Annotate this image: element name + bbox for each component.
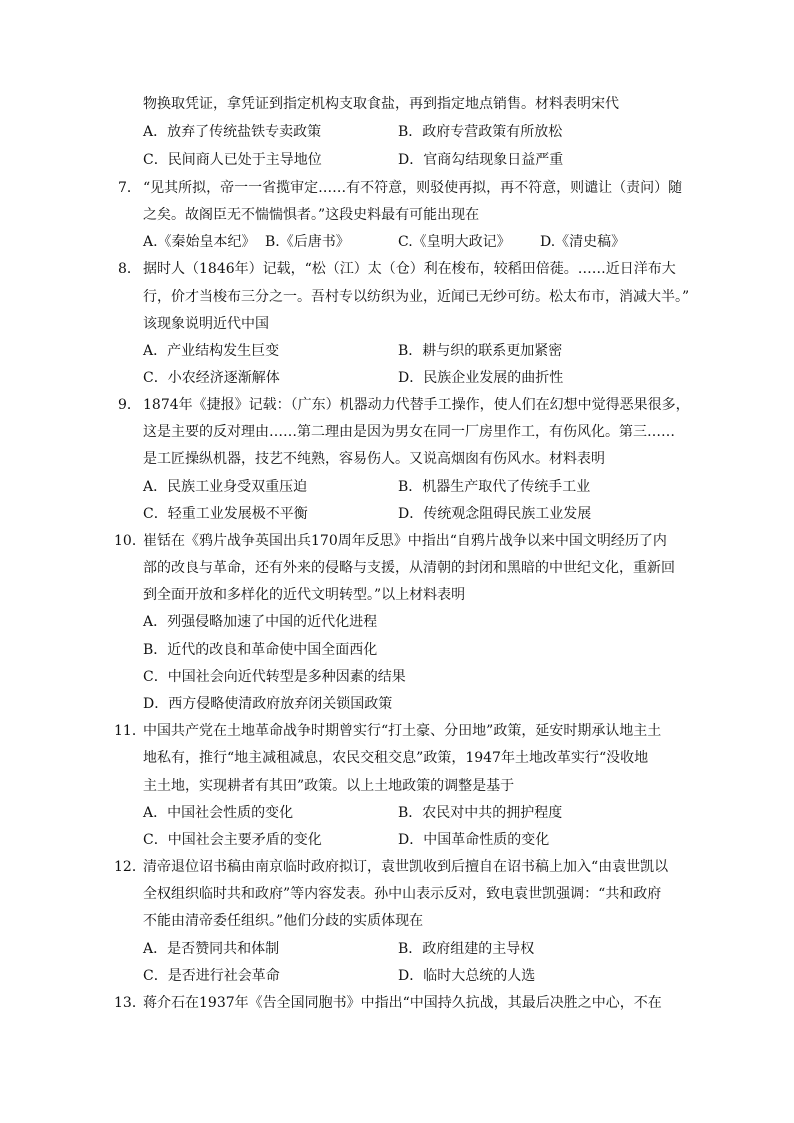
question-7-option-a: A.《秦始皇本纪》 xyxy=(143,234,256,250)
question-13-number: 13． xyxy=(114,995,146,1011)
question-9-option-d: D．传统观念阻碍民族工业发展 xyxy=(398,506,592,522)
question-11-option-a: A．中国社会性质的变化 xyxy=(143,805,294,821)
question-10-text-line: 崔铦在《鸦片战争英国出兵170周年反思》中指出“自鸦片战争以来中国文明经历了内 xyxy=(143,533,667,549)
question-10-option-a: A．列强侵略加速了中国的近代化进程 xyxy=(143,614,378,630)
question-6-option-a: A．放弃了传统盐铁专卖政策 xyxy=(143,124,322,140)
question-12-option-c: C．是否进行社会革命 xyxy=(143,968,280,984)
question-6-text-line: 物换取凭证，拿凭证到指定机构支取食盐，再到指定地点销售。材料表明宋代 xyxy=(143,96,619,112)
question-12-text-line: 不能由清帝委任组织。”他们分歧的实质体现在 xyxy=(143,913,424,929)
question-11-option-c: C．中国社会主要矛盾的变化 xyxy=(143,832,322,848)
question-9-option-a: A．民族工业身受双重压迫 xyxy=(143,479,308,495)
question-8-text-line: 据时人（1846年）记载，“松（江）太（仓）利在梭布，较稻田倍蓰。……近日洋布大 xyxy=(143,261,676,277)
question-11-option-b: B．农民对中共的拥护程度 xyxy=(398,805,563,821)
question-12-option-d: D．临时大总统的人选 xyxy=(398,968,536,984)
question-9-text-line: 1874年《捷报》记载：（广东）机器动力代替手工操作，使人们在幻想中觉得恶果很多， xyxy=(143,397,690,413)
question-8-option-c: C．小农经济逐渐解体 xyxy=(143,370,280,386)
question-7-option-c: C.《皇明大政记》 xyxy=(398,234,511,250)
question-8-option-d: D．民族企业发展的曲折性 xyxy=(398,370,564,386)
question-12-option-b: B．政府组建的主导权 xyxy=(398,941,535,957)
question-12-option-a: A．是否赞同共和体制 xyxy=(143,941,280,957)
question-10-option-d: D．西方侵略使清政府放弃闭关锁国政策 xyxy=(143,696,393,712)
question-9-text-line: 这是主要的反对理由……第二理由是因为男女在同一厂房里作工，有伤风化。第三…… xyxy=(143,424,675,440)
question-10-number: 10． xyxy=(114,533,146,549)
question-8-text-line: 该现象说明近代中国 xyxy=(143,316,269,332)
question-10-option-b: B．近代的改良和革命使中国全面西化 xyxy=(143,642,378,658)
question-6-option-c: C．民间商人已处于主导地位 xyxy=(143,152,322,168)
question-12-number: 12． xyxy=(114,859,146,875)
question-6-option-d: D．官商勾结现象日益严重 xyxy=(398,152,564,168)
question-11-number: 11． xyxy=(114,723,146,739)
question-11-text-line: 中国共产党在土地革命战争时期曾实行“打土豪、分田地”政策，延安时期承认地主土 xyxy=(143,723,662,739)
question-10-text-line: 部的改良与革命，还有外来的侵略与支援，从清朝的封闭和黑暗的中世纪文化，重新回 xyxy=(143,560,675,576)
question-7-option-b: B.《后唐书》 xyxy=(265,234,350,250)
question-10-text-line: 到全面开放和多样化的近代文明转型。”以上材料表明 xyxy=(143,587,466,603)
question-9-option-c: C．轻重工业发展极不平衡 xyxy=(143,506,308,522)
question-7-text-line: 之矣。故阁臣无不惴惴惧者。”这段史料最有可能出现在 xyxy=(143,207,480,223)
question-7-option-d: D.《清史稿》 xyxy=(540,234,626,250)
question-11-text-line: 主土地，实现耕者有其田”政策。以上土地政策的调整是基于 xyxy=(143,778,515,794)
question-8-option-a: A．产业结构发生巨变 xyxy=(143,343,280,359)
question-7-number: 7． xyxy=(118,180,141,196)
question-7-text-line: “见其所拟，帝一一省揽审定……有不符意，则驳使再拟，再不符意，则谴让（责问）随 xyxy=(143,180,683,196)
question-6-option-b: B．政府专营政策有所放松 xyxy=(398,124,563,140)
question-8-number: 8． xyxy=(118,261,141,277)
question-13-text-line: 蒋介石在1937年《告全国同胞书》中指出“中国持久抗战，其最后决胜之中心，不在 xyxy=(143,995,662,1011)
question-9-text-line: 是工匠操纵机器，技艺不纯熟，容易伤人。又说高烟囱有伤风水。材料表明 xyxy=(143,451,605,467)
question-8-option-b: B．耕与织的联系更加紧密 xyxy=(398,343,563,359)
question-11-text-line: 地私有，推行“地主减租减息，农民交租交息”政策，1947年土地改革实行“没收地 xyxy=(143,750,649,766)
question-9-number: 9． xyxy=(118,397,141,413)
question-8-text-line: 行，价才当梭布三分之一。吾村专以纺织为业，近闻已无纱可纺。松太布市，消减大半。” xyxy=(143,289,690,305)
question-12-text-line: 全权组织临时共和政府”等内容发表。孙中山表示反对，致电袁世凯强调：“共和政府 xyxy=(143,886,662,902)
question-9-option-b: B．机器生产取代了传统手工业 xyxy=(398,479,591,495)
question-11-option-d: D．中国革命性质的变化 xyxy=(398,832,550,848)
question-12-text-line: 清帝退位诏书稿由南京临时政府拟订，袁世凯收到后擅自在诏书稿上加入“由袁世凯以 xyxy=(143,859,669,875)
question-10-option-c: C．中国社会向近代转型是多种因素的结果 xyxy=(143,669,406,685)
